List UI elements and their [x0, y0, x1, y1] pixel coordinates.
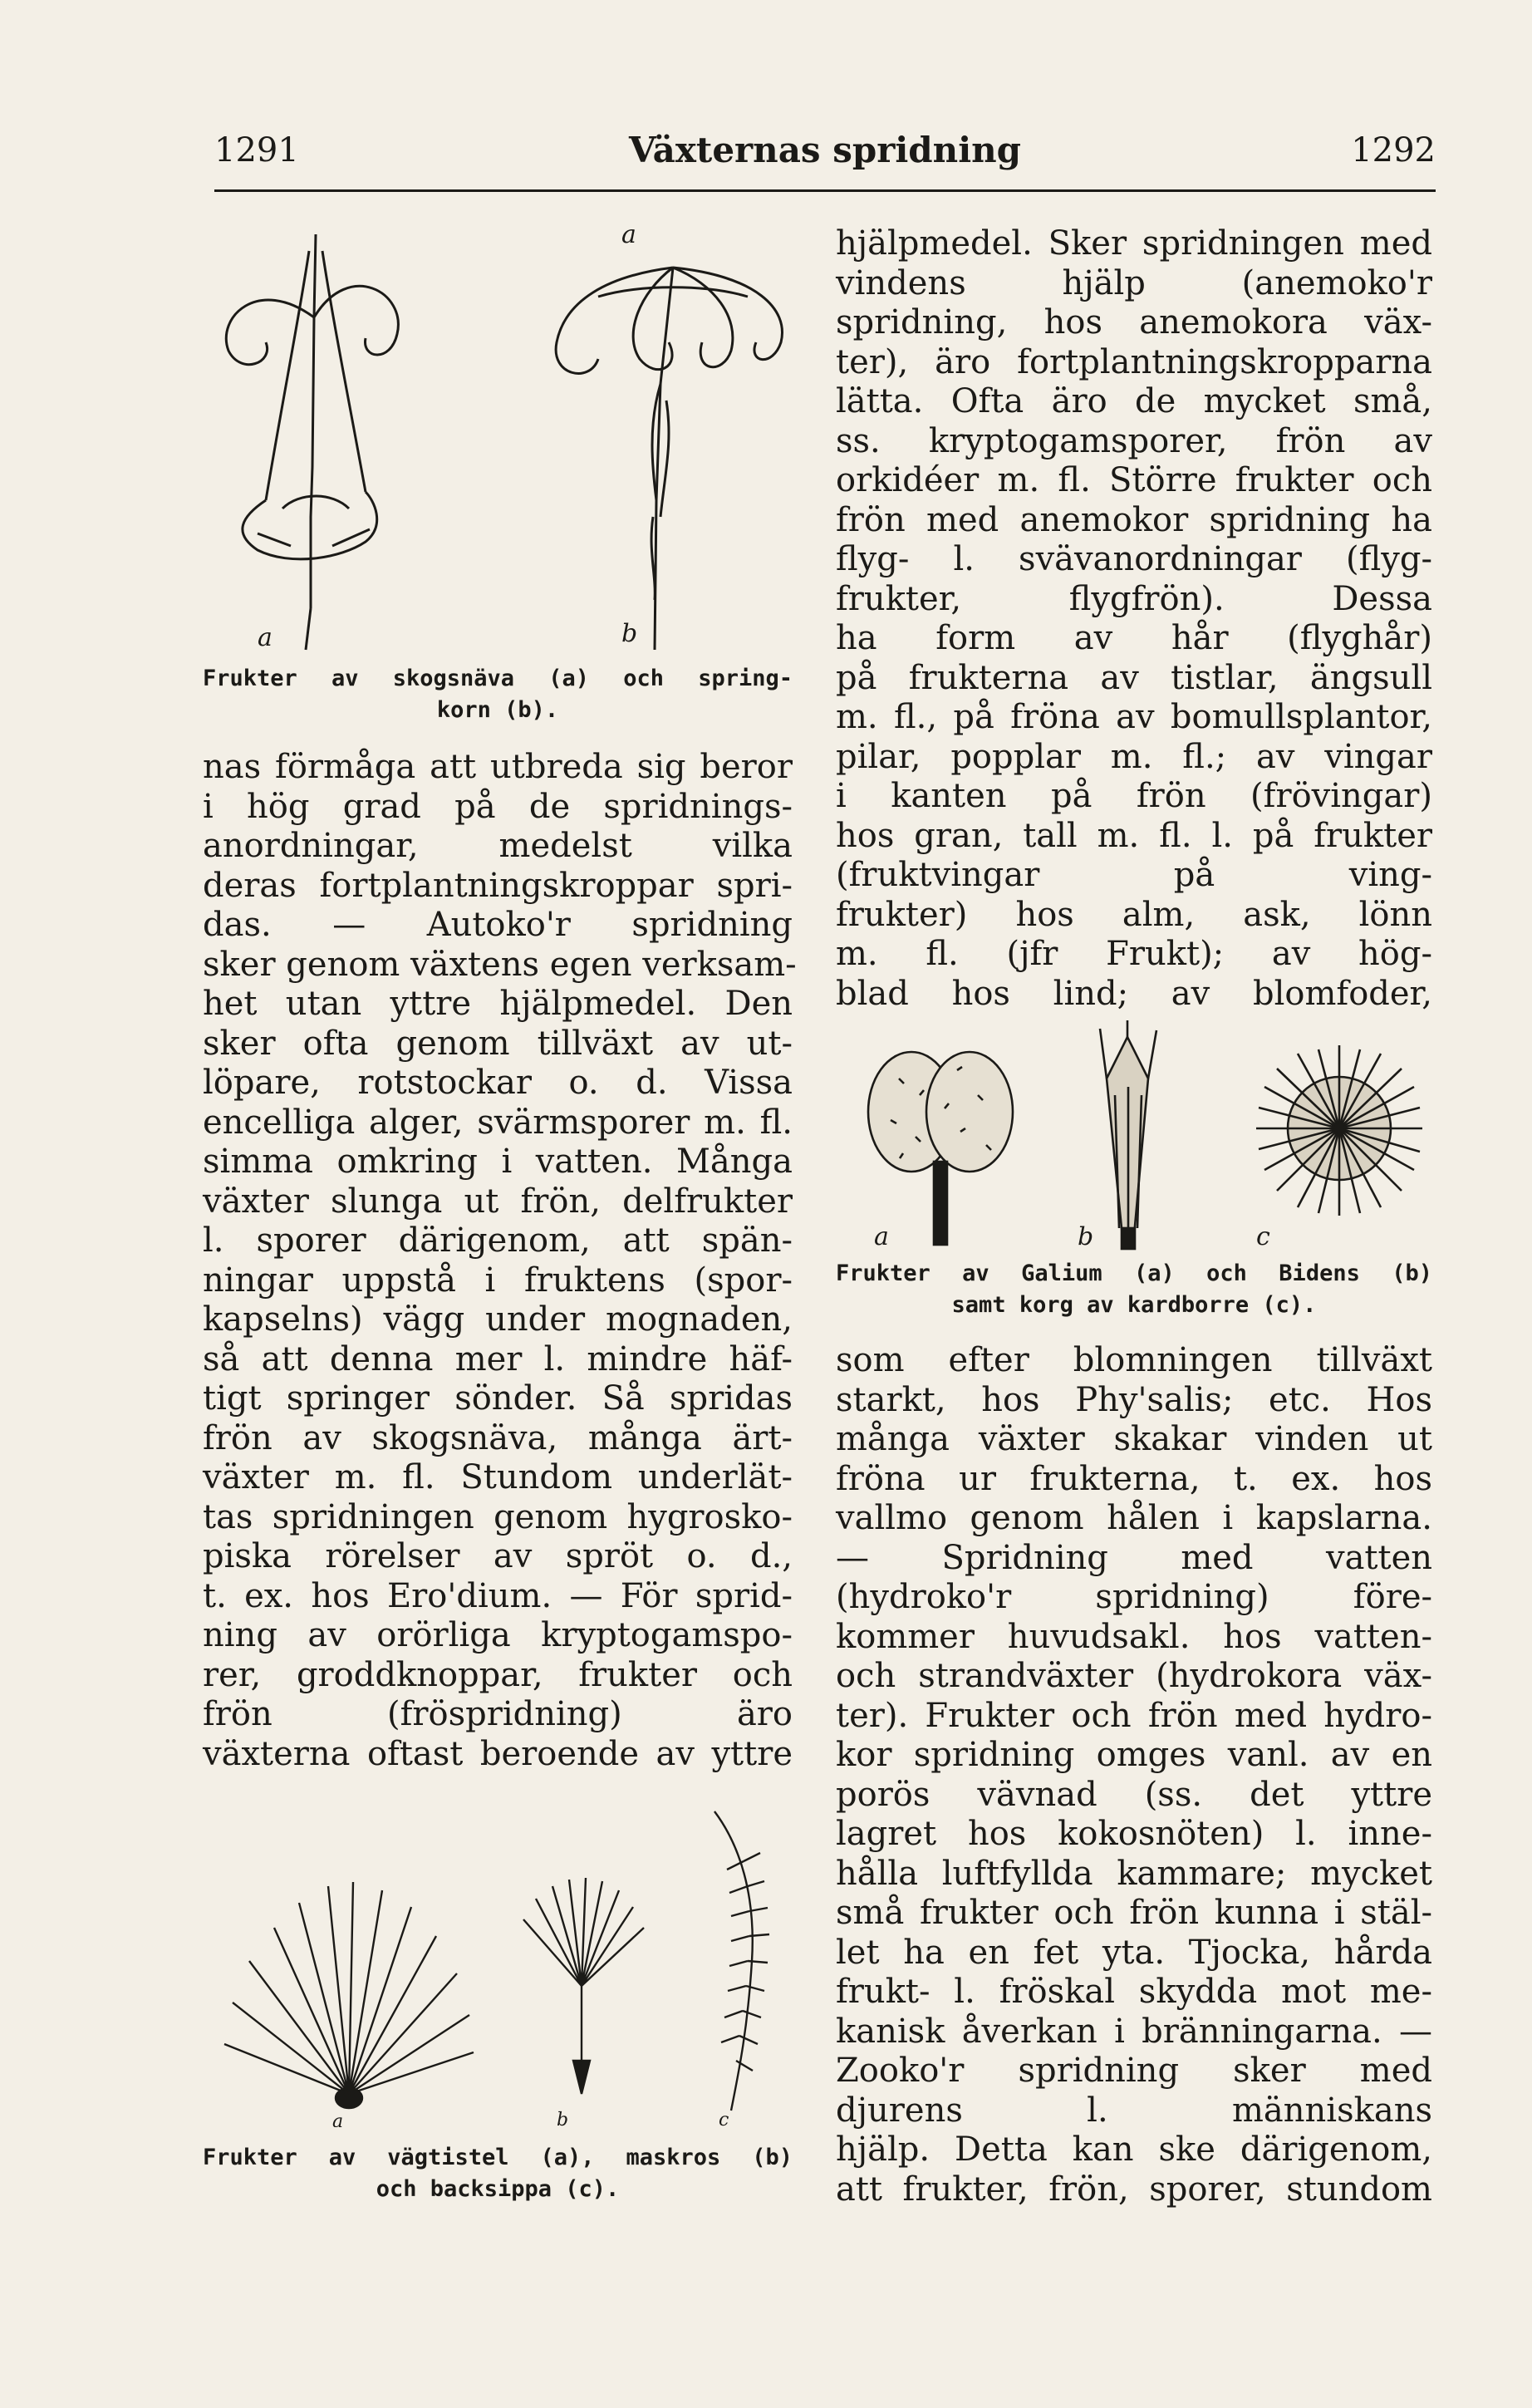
right-column-text-bottom — [836, 1341, 1432, 2209]
text-line: ter), äro fortplantningskropparna — [836, 342, 1432, 381]
fig1-label-b: b — [621, 619, 638, 648]
text-line: deras fortplantningskroppar spri- — [203, 866, 793, 905]
fig3-label-b: b — [557, 2110, 569, 2127]
caption-line: Frukter av skogsnäva (a) och spring- — [203, 666, 793, 691]
figure-geranium-illustration — [208, 218, 806, 658]
fig3-label-a: a — [332, 2111, 344, 2127]
geranium-fruit-drawing — [208, 218, 806, 658]
right-column-text-top — [836, 224, 1432, 1014]
text-line: lagret hos kokosnöten) l. inne- — [836, 1815, 1432, 1853]
page-header — [214, 125, 1436, 191]
fig2-label-a: a — [874, 1222, 889, 1251]
text-line: frön (fröspridning) äro — [203, 1695, 793, 1733]
text-line: lätta. Ofta äro de mycket små, — [836, 382, 1432, 420]
text-line: frukt- l. fröskal skydda mot me- — [836, 1973, 1432, 2011]
text-line: starkt, hos Phy'salis; etc. Hos — [836, 1380, 1432, 1419]
text-line: frukter) hos alm, ask, lönn — [836, 895, 1432, 934]
text-line: het utan yttre hjälpmedel. Den — [203, 985, 793, 1023]
text-line: spridning, hos anemokora väx- — [836, 303, 1432, 342]
text-line: ss. kryptogamsporer, frön av — [836, 421, 1432, 460]
text-line: som efter blomningen tillväxt — [836, 1341, 1432, 1379]
text-line: rer, groddknoppar, frukter och — [203, 1655, 793, 1694]
text-line: tas spridningen genom hygrosko- — [203, 1497, 793, 1536]
fig2-label-c: c — [1256, 1222, 1270, 1251]
text-line: på frukterna av tistlar, ängsull — [836, 658, 1432, 697]
text-line: piska rörelser av spröt o. d., — [203, 1537, 793, 1575]
text-line: hos gran, tall m. fl. l. på frukter — [836, 816, 1432, 855]
text-line: Zooko'r spridning sker med — [836, 2052, 1432, 2090]
figure-pappus-illustration — [208, 1795, 806, 2127]
text-line: frukter, flygfrön). Dessa — [836, 579, 1432, 618]
fig2-label-b: b — [1078, 1222, 1094, 1251]
text-line: kanisk åverkan i bränningarna. — — [836, 2012, 1432, 2051]
text-line: m. fl., på fröna av bomullsplantor, — [836, 698, 1432, 736]
text-line: (fruktvingar på ving- — [836, 856, 1432, 894]
caption-line: Frukter av vägtistel (a), maskros (b) — [203, 2145, 793, 2170]
text-line: så att denna mer l. mindre häf- — [203, 1339, 793, 1378]
page-number-right: 1292 — [1351, 131, 1436, 170]
text-line: växter m. fl. Stundom underlät- — [203, 1458, 793, 1496]
page-number-left: 1291 — [214, 131, 299, 170]
text-line: — Spridning med vatten — [836, 1538, 1432, 1577]
text-line: porös vävnad (ss. det yttre — [836, 1775, 1432, 1814]
text-line: das. — Autoko'r spridning — [203, 906, 793, 944]
text-line: att frukter, frön, sporer, stundom — [836, 2170, 1432, 2209]
text-line: frön med anemokor spridning ha — [836, 500, 1432, 539]
text-line: encelliga alger, svärmsporer m. fl. — [203, 1103, 793, 1142]
text-line: sker ofta genom tillväxt av ut- — [203, 1024, 793, 1063]
text-line: let ha en fet yta. Tjocka, hårda — [836, 1933, 1432, 1972]
text-line: frön av skogsnäva, många ärt- — [203, 1418, 793, 1457]
text-line: orkidéer m. fl. Större frukter och — [836, 461, 1432, 499]
header-rule — [214, 189, 1436, 192]
text-line: l. sporer därigenom, att spän- — [203, 1221, 793, 1260]
text-line: hjälpmedel. Sker spridningen med — [836, 224, 1432, 263]
text-line: anordningar, medelst vilka — [203, 827, 793, 865]
text-line: ter). Frukter och frön med hydro- — [836, 1696, 1432, 1735]
text-line: simma omkring i vatten. Många — [203, 1143, 793, 1181]
text-line: t. ex. hos Ero'dium. — För sprid- — [203, 1576, 793, 1615]
text-line: i kanten på frön (frövingar) — [836, 777, 1432, 815]
text-line: m. fl. (jfr Frukt); av hög- — [836, 935, 1432, 973]
fig3-label-c: c — [719, 2110, 729, 2127]
body-paragraph — [203, 748, 797, 1774]
page-title: Växternas spridning — [628, 130, 1022, 170]
fig1-label-a: a — [258, 623, 273, 652]
text-line: växter slunga ut frön, delfrukter — [203, 1182, 793, 1221]
text-line: kor spridning omges vanl. av en — [836, 1736, 1432, 1774]
text-line: fröna ur frukterna, t. ex. hos — [836, 1459, 1432, 1498]
text-line: vallmo genom hålen i kapslarna. — [836, 1499, 1432, 1537]
text-line: små frukter och frön kunna i stäl- — [836, 1894, 1432, 1932]
text-line: tigt springer sönder. Så spridas — [203, 1379, 793, 1418]
text-line: djurens l. människans — [836, 2091, 1432, 2130]
caption-line: samt korg av kardborre (c). — [951, 1292, 1317, 1318]
fig1-label-top: a — [621, 220, 636, 249]
text-line: ning av orörliga kryptogamspo- — [203, 1616, 793, 1654]
text-line: och strandväxter (hydrokora väx- — [836, 1657, 1432, 1695]
body-paragraph — [836, 224, 1432, 1014]
text-line: sker genom växtens egen verksam- — [203, 945, 797, 984]
galium-bidens-burdock-drawing — [841, 1020, 1432, 1253]
text-line: ha form av hår (flyghår) — [836, 619, 1432, 657]
figure-caption-geranium — [203, 663, 793, 726]
text-line: många växter skakar vinden ut — [836, 1420, 1432, 1458]
text-line: nas förmåga att utbreda sig beror — [203, 748, 793, 786]
figure-caption-galium — [836, 1258, 1432, 1321]
text-line: hjälp. Detta kan ske därigenom, — [836, 2130, 1432, 2169]
text-line: flyg- l. svävanordningar (flyg- — [836, 540, 1432, 578]
text-line: växterna oftast beroende av yttre — [203, 1734, 793, 1773]
text-line: i hög grad på de spridnings- — [203, 787, 793, 826]
caption-line: och backsippa (c). — [376, 2176, 620, 2202]
text-line: pilar, popplar m. fl.; av vingar — [836, 737, 1432, 776]
figure-galium-illustration — [841, 1020, 1432, 1253]
caption-line: korn (b). — [436, 697, 559, 723]
text-line: blad hos lind; av blomfoder, — [836, 974, 1432, 1013]
pappus-fruits-drawing — [208, 1795, 806, 2127]
text-line: vindens hjälp (anemoko'r — [836, 263, 1432, 302]
text-line: kapselns) vägg under mognaden, — [203, 1300, 793, 1339]
text-line: ningar uppstå i fruktens (spor- — [203, 1261, 793, 1300]
figure-caption-pappus — [203, 2142, 793, 2205]
text-line: kommer huvudsakl. hos vatten- — [836, 1617, 1432, 1656]
text-line: (hydroko'r spridning) före- — [836, 1578, 1432, 1616]
left-column-text — [203, 748, 797, 1774]
text-line: löpare, rotstockar o. d. Vissa — [203, 1064, 793, 1102]
caption-line: Frukter av Galium (a) och Bidens (b) — [836, 1261, 1432, 1286]
body-paragraph — [836, 1341, 1432, 2209]
text-line: hålla luftfyllda kammare; mycket — [836, 1854, 1432, 1893]
